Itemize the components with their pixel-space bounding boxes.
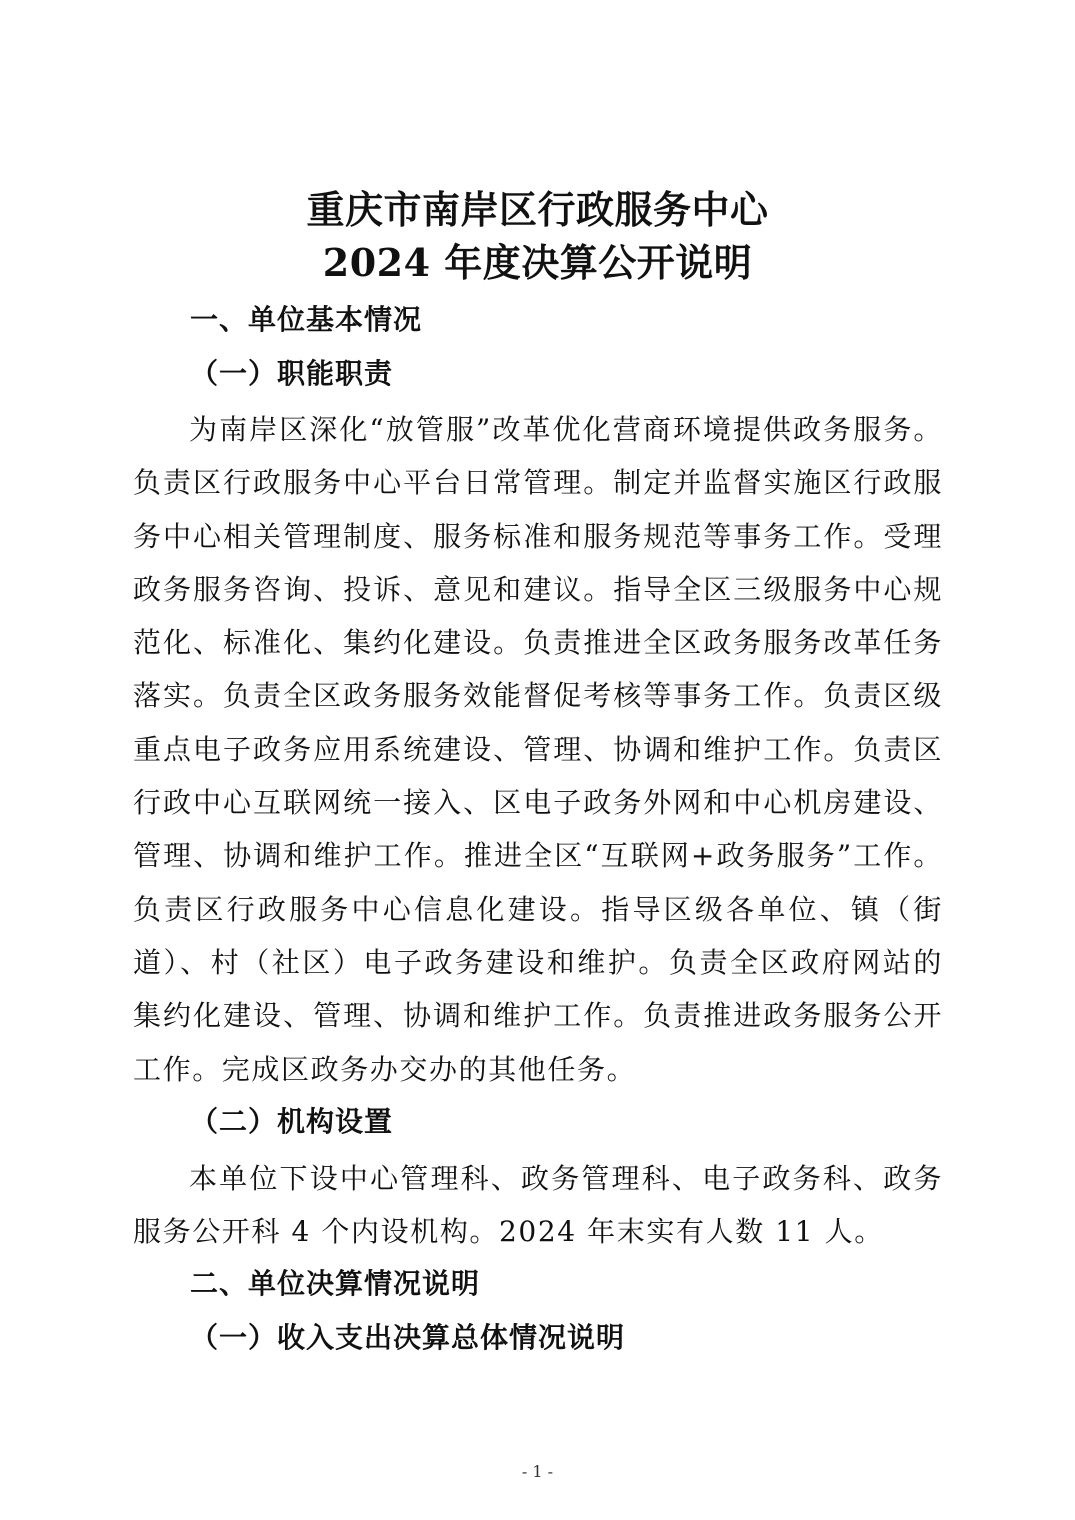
subsection-heading-functions: （一）职能职责	[190, 357, 394, 390]
subsection-heading-organization: （二）机构设置	[190, 1105, 394, 1138]
page-number: - 1 -	[521, 1462, 554, 1481]
document-title-line2: 2024 年度决算公开说明	[322, 240, 753, 285]
organization-paragraph: 本单位下设中心管理科、政务管理科、电子政务科、政务服务公开科 4 个内设机构。2024 年末实有人数 11 人。	[133, 1162, 943, 1249]
section-heading-final-accounts: 二、单位决算情况说明	[190, 1267, 481, 1300]
document-title-line1: 重庆市南岸区行政服务中心	[306, 187, 769, 232]
functions-paragraph: 为南岸区深化“放管服”改革优化营商环境提供政务服务。负责区行政服务中心平台日常管理。制定并监督实施区行政服务中心相关管理制度、服务标准和服务规范等事务工作。受理政务服务咨询、投诉、意见和建议。指导全区三级服务中心规范化、标准化、集约化建设。负责推进全区政务服务改革任务落实。负责全区政务服务效能督促考核等事务工作。负责区级重点电子政务应用系统建设、管理、协调和维护工作。负责区行政中心互联网统一接入、区电子政务外网和中心机房建设、管理、协调和维护工作。推进全区“互联网+政务服务”工作。负责区行政服务中心信息化建设。指导区级各单位、镇（街道）、村（社区）电子政务建设和维护。负责全区政府网站的集约化建设、管理、协调和维护工作。负责推进政务服务公开工作。完成区政务办交办的其他任务。	[133, 413, 943, 1086]
subsection-heading-income-expenditure: （一）收入支出决算总体情况说明	[190, 1321, 626, 1354]
section-heading-basic-info: 一、单位基本情况	[190, 303, 423, 336]
